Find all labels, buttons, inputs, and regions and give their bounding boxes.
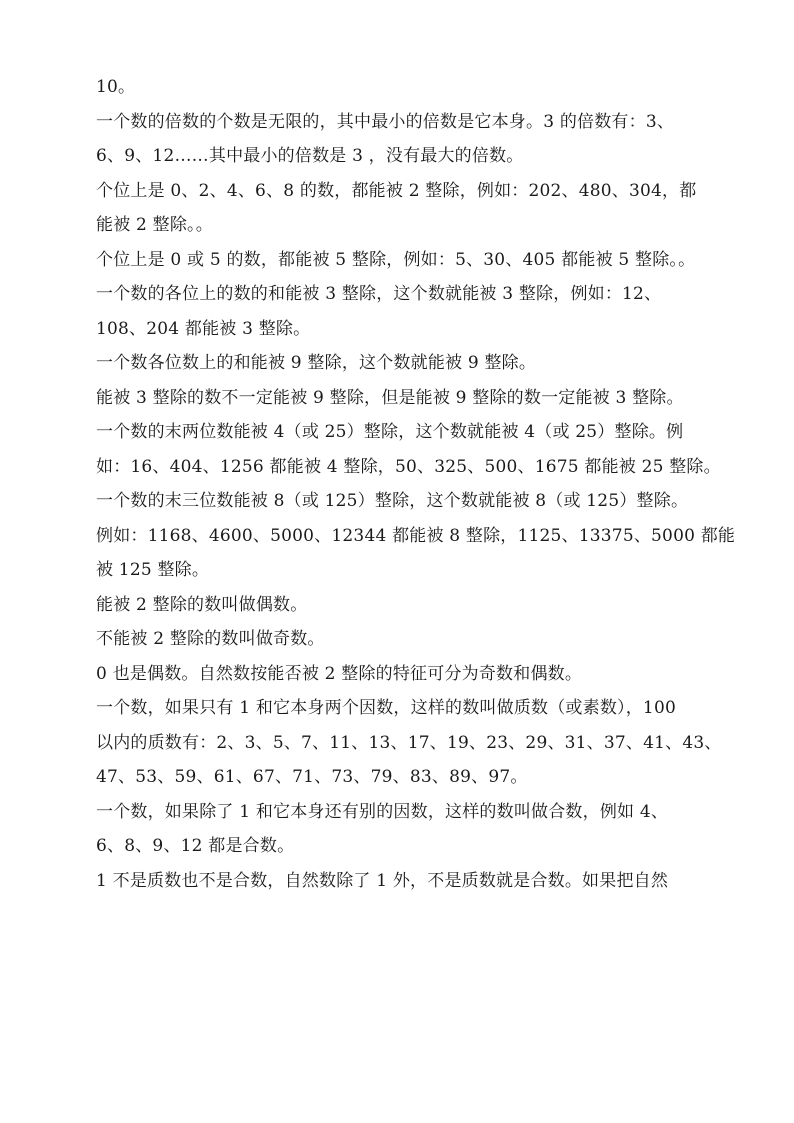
text-line: 一个数的末两位数能被 4（或 25）整除，这个数就能被 4（或 25）整除。例 [96, 422, 684, 442]
text-line: 6、9、12……其中最小的倍数是 3 ，没有最大的倍数。 [96, 146, 524, 166]
text-line: 一个数的倍数的个数是无限的，其中最小的倍数是它本身。3 的倍数有：3、 [96, 111, 675, 132]
text-line: 能被 2 整除。。 [96, 215, 213, 235]
text-line: 例如：1168、4600、5000、12344 都能被 8 整除，1125、13375、5000 都能 [96, 525, 736, 546]
text-line: 一个数，如果除了 1 和它本身还有别的因数，这样的数叫做合数，例如 4、 [96, 801, 669, 822]
text-line: 被 125 整除。 [96, 560, 210, 580]
text-line: 10。 [96, 77, 136, 97]
text-line: 个位上是 0 或 5 的数，都能被 5 整除，例如：5、30、405 都能被 5 整除。。 [96, 249, 696, 270]
text-line: 一个数的末三位数能被 8（或 125）整除，这个数就能被 8（或 125）整除。 [96, 491, 689, 511]
text-line: 个位上是 0、2、4、6、8 的数，都能被 2 整除，例如：202、480、304，都 [96, 180, 697, 201]
text-line: 一个数，如果只有 1 和它本身两个因数，这样的数叫做质数（或素数），100 [96, 698, 676, 718]
text-line: 不能被 2 整除的数叫做奇数。 [96, 629, 325, 649]
text-line: 一个数各位数上的和能被 9 整除，这个数就能被 9 整除。 [96, 353, 537, 373]
text-line: 108、204 都能被 3 整除。 [96, 318, 311, 339]
text-line: 6、8、9、12 都是合数。 [96, 836, 295, 856]
text-line: 0 也是偶数。自然数按能否被 2 整除的特征可分为奇数和偶数。 [96, 663, 583, 684]
document-page [96, 70, 736, 898]
text-line: 如：16、404、1256 都能被 4 整除，50、325、500、1675 都能被 25 整除。 [96, 456, 721, 477]
text-line: 一个数的各位上的数的和能被 3 整除，这个数就能被 3 整除，例如：12、 [96, 284, 662, 304]
text-line: 能被 3 整除的数不一定能被 9 整除，但是能被 9 整除的数一定能被 3 整除。 [96, 387, 684, 408]
text-line: 1 不是质数也不是合数，自然数除了 1 外，不是质数就是合数。如果把自然 [96, 870, 669, 891]
text-line: 47、53、59、61、67、71、73、79、83、89、97。 [96, 767, 528, 787]
text-line: 以内的质数有：2、3、5、7、11、13、17、19、23、29、31、37、41、43、 [96, 732, 722, 753]
text-line: 能被 2 整除的数叫做偶数。 [96, 594, 308, 615]
